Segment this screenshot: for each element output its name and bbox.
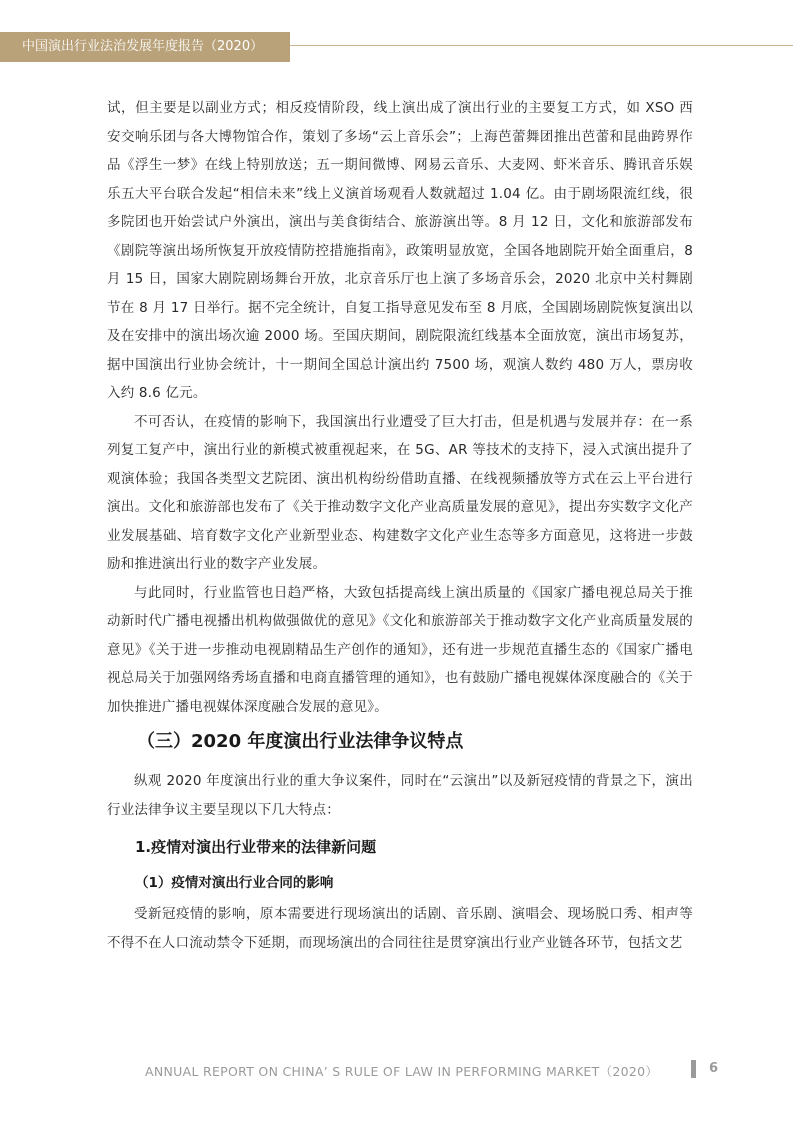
subsection-heading: 1.疫情对演出行业带来的法律新问题	[135, 838, 377, 856]
footer-title: ANNUAL REPORT ON CHINA’ S RULE OF LAW IN PERFORMING MARKET（2020）	[145, 1064, 659, 1079]
sub-subsection-heading: （1）疫情对演出行业合同的影响	[135, 875, 334, 891]
section-heading: （三）2020 年度演出行业法律争议特点	[137, 731, 464, 752]
paragraph-1: 试，但主要是以副业方式；相反疫情阶段，线上演出成了演出行业的主要复工方式，如 XSO 西安交响乐团与各大博物馆合作，策划了多场“云上音乐会”；上海芭蕾舞团推出芭蕾和昆曲跨界作品《浮生一梦》在线上特别放送；五一期间微博、网易云音乐、大麦网、虾米音乐、腾讯音乐娱乐五大平台联合发起“相信未来”线上义演首场观看人数就超过 1.04 亿。由于剧场限流红线，很多院团也开始尝试户外演出，演出与美食街结合、旅游演出等。8 月 12 日，文化和旅游部发布《剧院等演出场所恢复开放疫情防控措施指南》，政策明显放宽，全国各地剧院开始全面重启，8 月 15 日，国家大剧院剧场舞台开放，北京音乐厅也上演了多场音乐会，2020 北京中关村舞剧节在 8 月 17 日举行。据不完全统计，自复工指导意见发布至 8 月底，全国剧场剧院恢复演出以及在安排中的演出场次逾 2000 场。至国庆期间，剧院限流红线基本全面放宽，演出市场复苏，据中国演出行业协会统计，十一期间全国总计演出约 7500 场，观演人数约 480 万人，票房收入约 8.6 亿元。	[107, 100, 693, 401]
main-content	[107, 94, 693, 957]
header-title: 中国演出行业法治发展年度报告（2020）	[0, 32, 290, 62]
paragraph-2: 不可否认，在疫情的影响下，我国演出行业遭受了巨大打击，但是机遇与发展并存：在一系列复工复产中，演出行业的新模式被重视起来，在 5G、AR 等技术的支持下，浸入式演出提升了观演体验；我国各类型文艺院团、演出机构纷纷借助直播、在线视频播放等方式在云上平台进行演出。文化和旅游部也发布了《关于推动数字文化产业高质量发展的意见》，提出夯实数字文化产业发展基础、培育数字文化产业新型业态、构建数字文化产业生态等多方面意见，这将进一步鼓励和推进演出行业的数字产业发展。	[107, 413, 693, 572]
paragraph-3: 与此同时，行业监管也日趋严格，大致包括提高线上演出质量的《国家广播电视总局关于推动新时代广播电视播出机构做强做优的意见》《文化和旅游部关于推动数字文化产业高质量发展的意见》《关于进一步推动电视剧精品生产创作的通知》，还有进一步规范直播生态的《国家广播电视总局关于加强网络秀场直播和电商直播管理的通知》，也有鼓励广播电视媒体深度融合的《关于加快推进广播电视媒体深度融合发展的意见》。	[107, 584, 693, 715]
paragraph-5: 受新冠疫情的影响，原本需要进行现场演出的话剧、音乐剧、演唱会、现场脱口秀、相声等不得不在人口流动禁令下延期，而现场演出的合同往往是贯穿演出行业产业链各环节，包括文艺	[107, 906, 693, 951]
page-number: 6	[709, 1061, 719, 1076]
header-divider	[290, 45, 793, 46]
footer-divider	[691, 1060, 696, 1078]
paragraph-4: 纵观 2020 年度演出行业的重大争议案件，同时在“云演出”以及新冠疫情的背景之下，演出行业法律争议主要呈现以下几大特点：	[107, 773, 693, 818]
